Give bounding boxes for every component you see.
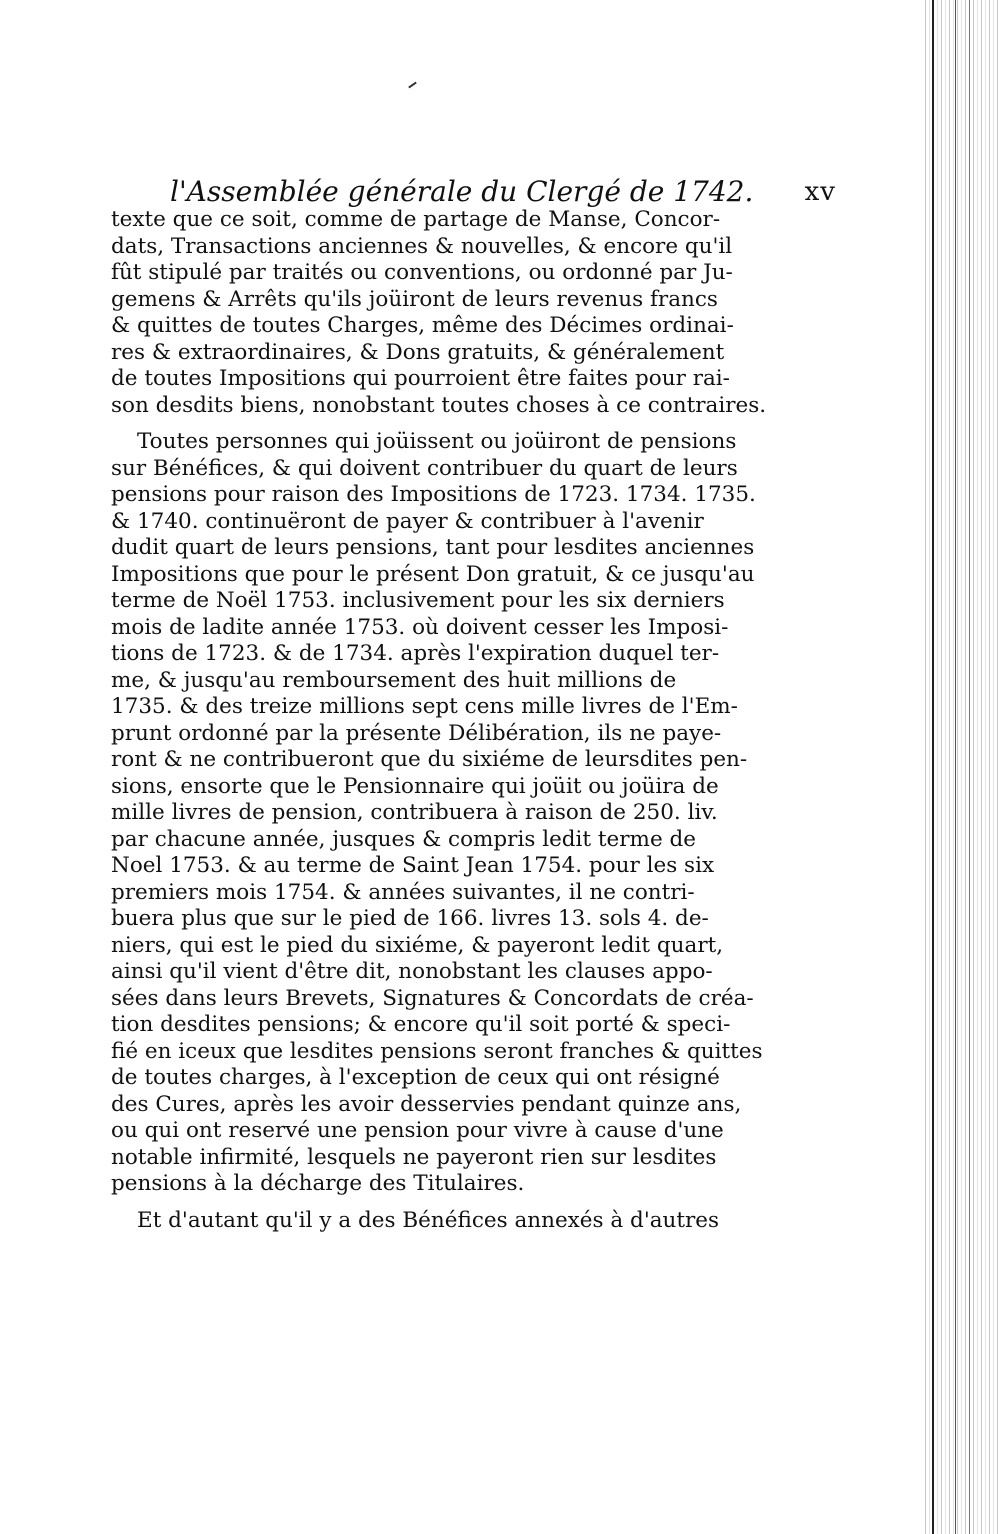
text-line: buera plus que sur le pied de 166. livres 13. sols 4. de- (111, 906, 709, 931)
text-line: ou qui ont reservé une pension pour vivre à cause d'une (111, 1118, 724, 1143)
text-line: premiers mois 1754. & années suivantes, il ne contri- (111, 879, 695, 905)
text-line: Toutes personnes qui joüissent ou joüiront de pensions (137, 429, 737, 454)
text-line: Noel 1753. & au terme de Saint Jean 1754. pour les six (111, 853, 715, 878)
text-line: sées dans leurs Brevets, Signatures & Concordats de créa- (111, 985, 754, 1011)
page-header (170, 172, 836, 212)
text-line: pensions pour raison des Impositions de 1723. 1734. 1735. (111, 482, 756, 507)
page-number: xv (804, 177, 836, 207)
body-text (111, 207, 767, 1234)
binding-edge-line (932, 0, 934, 1534)
text-line: me, & jusqu'au remboursement des huit millions de (111, 667, 677, 693)
text-line: terme de Noël 1753. inclusivement pour les six derniers (111, 588, 725, 613)
text-line: de toutes charges, à l'exception de ceux qui ont résigné (111, 1065, 720, 1090)
binding-edge-line (969, 0, 970, 1534)
text-line: des Cures, après les avoir desservies pendant quinze ans, (111, 1091, 742, 1117)
text-line: tions de 1723. & de 1734. après l'expiration duquel ter- (111, 641, 720, 666)
text-line: ainsi qu'il vient d'être dit, nonobstant les clauses appo- (111, 959, 713, 984)
text-line: dats, Transactions anciennes & nouvelles, & encore qu'il (111, 233, 733, 259)
text-line: & 1740. continuëront de payer & contribuer à l'avenir (111, 508, 704, 534)
running-head: l'Assemblée générale du Clergé de 1742. (170, 175, 754, 208)
text-line: mois de ladite année 1753. où doivent cesser les Imposi- (111, 614, 729, 640)
text-line: fié en iceux que lesdites pensions seront franches & quittes (111, 1038, 763, 1064)
text-line: gemens & Arrêts qu'ils joüiront de leurs revenus francs (111, 286, 718, 312)
text-line: & quittes de toutes Charges, même des Décimes ordinai- (111, 313, 734, 338)
text-line: sions, ensorte que le Pensionnaire qui joüit ou joüira de (111, 773, 719, 799)
text-line: pensions à la décharge des Titulaires. (111, 1171, 525, 1196)
text-line: texte que ce soit, comme de partage de Manse, Concor- (111, 207, 721, 232)
text-line: notable infirmité, lesquels ne payeront rien sur lesdites (111, 1144, 717, 1170)
text-line: dudit quart de leurs pensions, tant pour lesdites anciennes (111, 535, 755, 560)
text-line: res & extraordinaires, & Dons gratuits, & généralement (111, 339, 725, 365)
text-line: tion desdites pensions; & encore qu'il soit porté & speci- (111, 1012, 731, 1037)
paragraph-gap (111, 1198, 651, 1208)
text-line: ront & ne contribueront que du sixiéme de leursdites pen- (111, 747, 748, 772)
text-line: prunt ordonné par la présente Délibération, ils ne paye- (111, 720, 722, 746)
text-line: niers, qui est le pied du sixiéme, & payeront ledit quart, (111, 932, 724, 958)
text-line: 1735. & des treize millions sept cens mille livres de l'Em- (111, 694, 738, 719)
text-line: de toutes Impositions qui pourroient être faites pour rai- (111, 366, 730, 391)
binding-edge-line (955, 0, 956, 1534)
text-line: mille livres de pension, contribuera à raison de 250. liv. (111, 800, 718, 825)
text-line: fût stipulé par traités ou conventions, ou ordonné par Ju- (111, 260, 733, 285)
text-line: son desdits biens, nonobstant toutes choses à ce contraires. (111, 392, 767, 418)
text-line: sur Bénéfices, & qui doivent contribuer du quart de leurs (111, 455, 738, 481)
ink-mark (408, 82, 417, 89)
text-line: Et d'autant qu'il y a des Bénéfices annexés à d'autres (137, 1207, 720, 1233)
text-line: par chacune année, jusques & compris ledit terme de (111, 826, 696, 852)
paragraph-gap (111, 419, 651, 429)
text-line: Impositions que pour le présent Don gratuit, & ce jusqu'au (111, 561, 755, 587)
